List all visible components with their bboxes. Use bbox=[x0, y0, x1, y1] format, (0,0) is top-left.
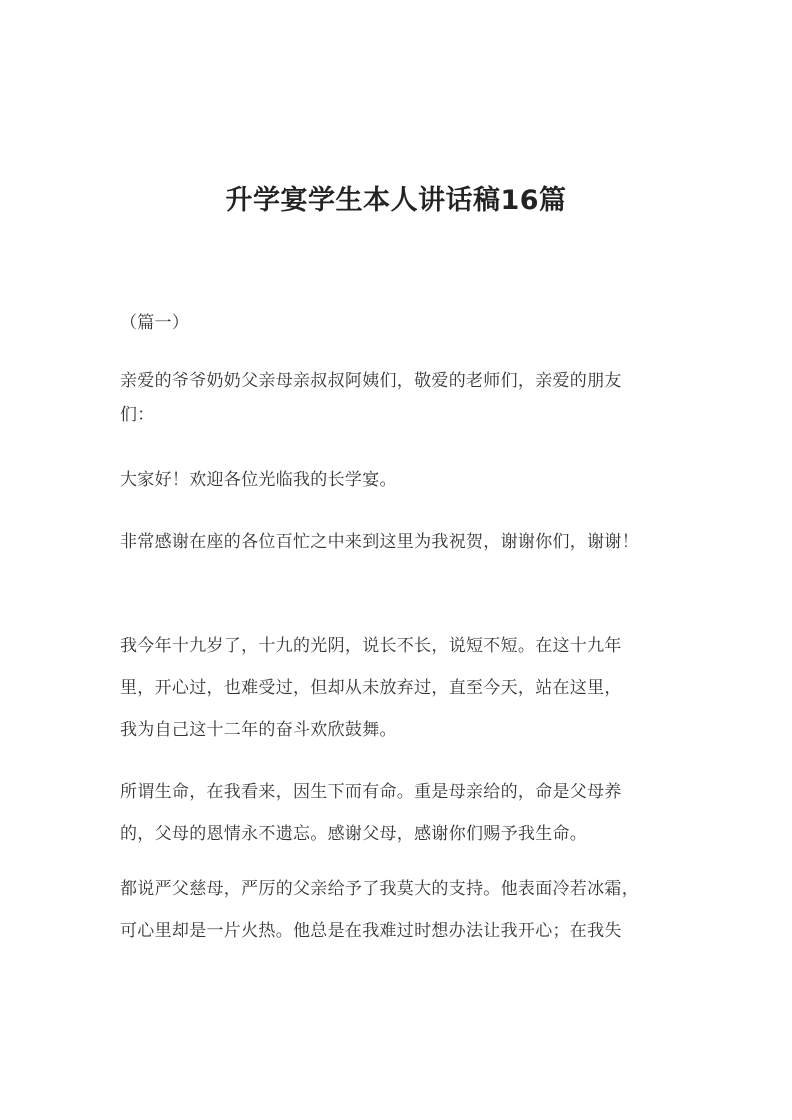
paragraph-line: 非常感谢在座的各位百忙之中来到这里为我祝贺，谢谢你们，谢谢！ bbox=[120, 532, 639, 552]
paragraph-line: 可心里却是一片火热。他总是在我难过时想办法让我开心；在我失 bbox=[120, 921, 622, 941]
paragraph-line: 里，开心过，也难受过，但却从未放弃过，直至今天，站在这里， bbox=[120, 678, 622, 698]
section-label bbox=[120, 304, 680, 342]
paragraph-age bbox=[120, 625, 680, 751]
paragraph-line: 都说严父慈母，严厉的父亲给予了我莫大的支持。他表面冷若冰霜， bbox=[120, 879, 639, 899]
paragraph-greeting bbox=[120, 362, 680, 434]
section-label-text: （篇一） bbox=[120, 313, 190, 333]
paragraph-line: 我今年十九岁了，十九的光阴，说长不长，说短不短。在这十九年 bbox=[120, 636, 622, 656]
paragraph-line: 大家好！欢迎各位光临我的长学宴。 bbox=[120, 470, 397, 490]
paragraph-line: 所谓生命，在我看来，因生下而有命。重是母亲给的，命是父母养 bbox=[120, 782, 622, 802]
paragraph-life bbox=[120, 771, 680, 855]
document-title: 升学宴学生本人讲话稿16篇 bbox=[225, 185, 567, 216]
paragraph-line: 我为自己这十二年的奋斗欢欣鼓舞。 bbox=[120, 720, 397, 740]
paragraph-line: 们： bbox=[120, 405, 155, 425]
paragraph-line: 亲爱的爷爷奶奶父亲母亲叔叔阿姨们，敬爱的老师们，亲爱的朋友 bbox=[120, 371, 622, 391]
paragraph-thanks bbox=[120, 523, 680, 561]
paragraph-line: 的，父母的恩情永不遗忘。感谢父母，感谢你们赐予我生命。 bbox=[120, 824, 588, 844]
paragraph-welcome bbox=[120, 461, 680, 499]
paragraph-father bbox=[120, 868, 680, 952]
